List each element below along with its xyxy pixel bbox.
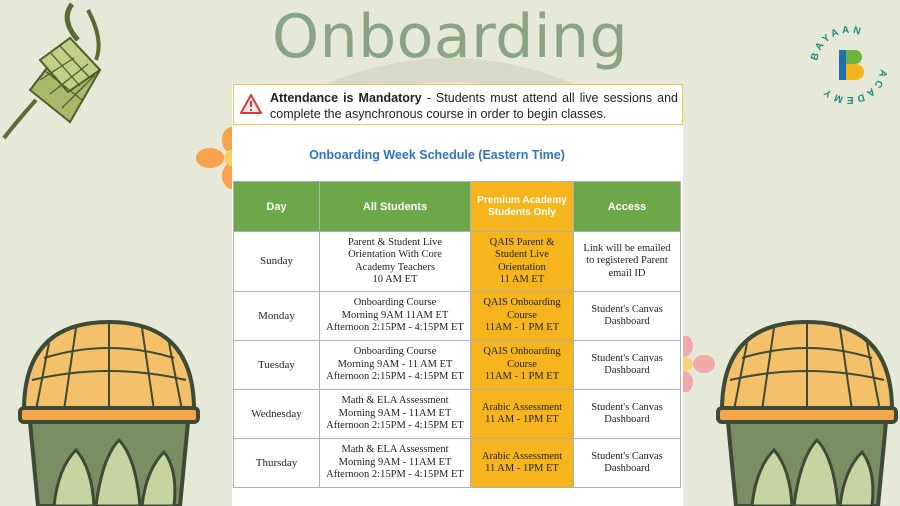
header-premium: Premium Academy Students Only [471,182,574,232]
svg-text:BAYAAN: BAYAAN [809,24,865,62]
table-header-row [234,182,681,232]
cell-access: Student's Canvas Dashboard [574,390,681,439]
notice-bold: Attendance is Mandatory [270,91,422,105]
notice-text [270,90,678,122]
cell-all: Onboarding Course Morning 9AM - 11 AM ET Afternoon 2:15PM - 4:15PM ET [320,341,471,390]
page-title: Onboarding [271,2,629,72]
table-row [234,390,681,439]
lantern-icon [712,318,900,506]
notice-body: - Students must attend all live sessions and complete the asynchronous course in order to begin classes. [270,91,678,121]
lantern-icon [14,318,204,506]
cell-access: Student's Canvas Dashboard [574,439,681,488]
attendance-notice [233,84,683,125]
cell-day: Thursday [234,439,320,488]
cell-access: Student's Canvas Dashboard [574,341,681,390]
table-row [234,232,681,292]
cell-access: Link will be emailed to registered Parent email ID [574,232,681,292]
cell-all: Math & ELA Assessment Morning 9AM - 11AM ET Afternoon 2:15PM - 4:15PM ET [320,390,471,439]
cell-all: Parent & Student Live Orientation With Core Academy Teachers 10 AM ET [320,232,471,292]
table-row [234,292,681,341]
cell-access: Student's Canvas Dashboard [574,292,681,341]
table-row [234,341,681,390]
logo-icon [806,22,892,108]
svg-text:ACADEMY: ACADEMY [819,68,889,106]
header-access: Access [574,182,681,232]
header-day: Day [234,182,320,232]
cell-premium: QAIS Parent & Student Live Orientation 11 AM ET [471,232,574,292]
schedule-table [233,181,681,488]
cell-premium: QAIS Onboarding Course 11AM - 1 PM ET [471,341,574,390]
cell-all: Math & ELA Assessment Morning 9AM - 11AM ET Afternoon 2:15PM - 4:15PM ET [320,439,471,488]
header-all-students: All Students [320,182,471,232]
bayaan-academy-logo [806,22,892,108]
cell-premium: Arabic Assessment 11 AM - 1PM ET [471,439,574,488]
warning-icon [240,94,262,114]
table-row [234,439,681,488]
cell-premium: Arabic Assessment 11 AM - 1PM ET [471,390,574,439]
cell-premium: QAIS Onboarding Course 11AM - 1 PM ET [471,292,574,341]
cell-day: Tuesday [234,341,320,390]
cell-day: Monday [234,292,320,341]
schedule-title: Onboarding Week Schedule (Eastern Time) [309,148,565,162]
cell-day: Sunday [234,232,320,292]
cell-day: Wednesday [234,390,320,439]
cell-all: Onboarding Course Morning 9AM 11AM ET Afternoon 2:15PM - 4:15PM ET [320,292,471,341]
